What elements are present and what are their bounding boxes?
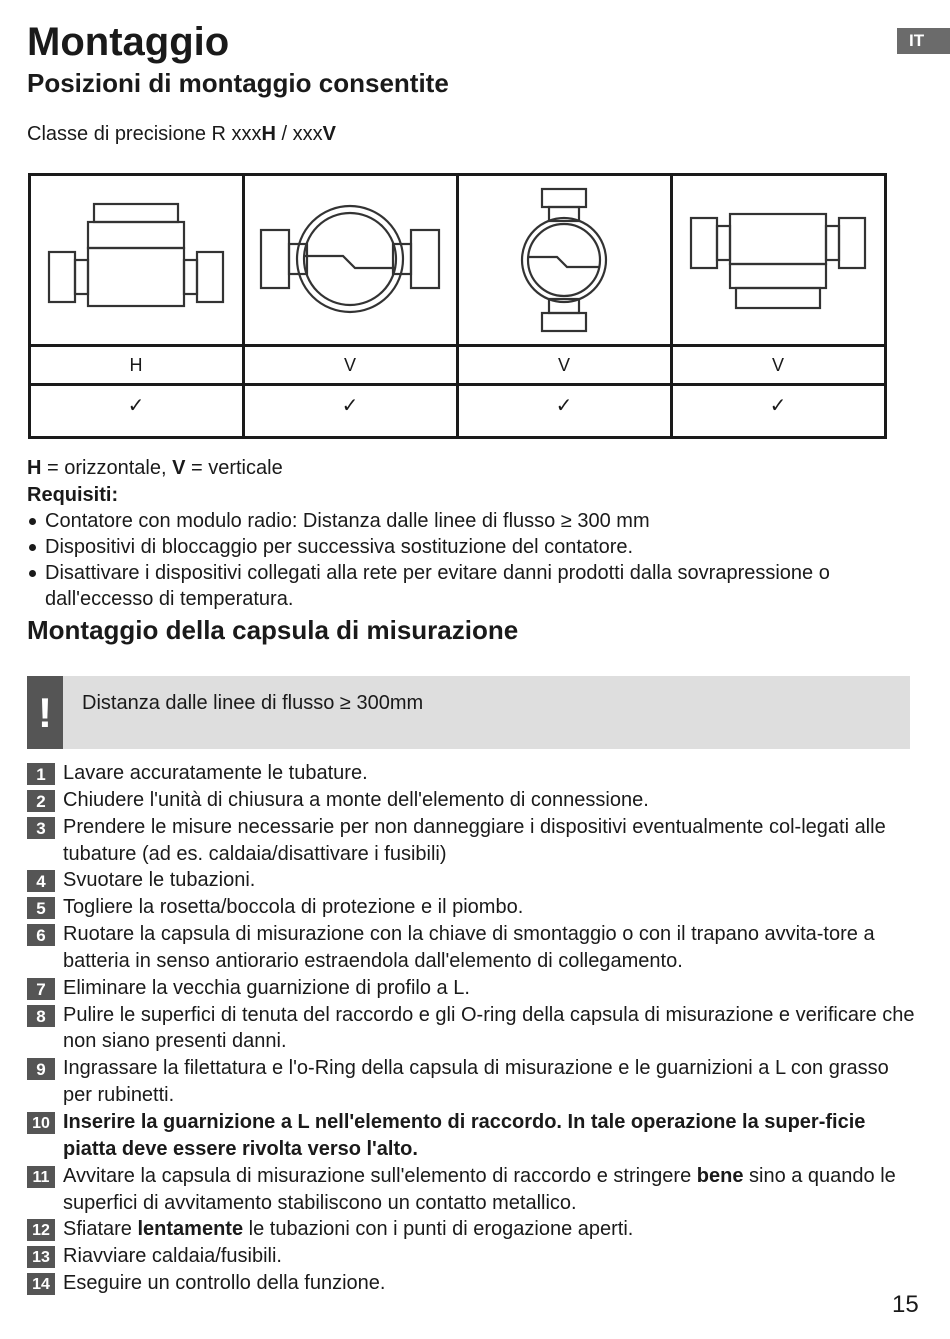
vertical-meter-upright-icon — [459, 176, 669, 344]
step-text: Togliere la rosetta/boccola di protezione e il piombo. — [63, 896, 524, 919]
step-number: 10 — [27, 1112, 55, 1134]
instruction-steps — [27, 760, 917, 1297]
list-item — [27, 975, 917, 1002]
legend-v-text: = verticale — [185, 457, 283, 479]
step-number: 2 — [27, 790, 55, 812]
step-number: 4 — [27, 870, 55, 892]
list-item — [27, 1243, 917, 1270]
step-number: 7 — [27, 978, 55, 1000]
language-tab: IT — [897, 28, 950, 54]
precision-sep: / xxx — [275, 123, 323, 145]
warning-text: Distanza dalle linee di flusso ≥ 300mm — [82, 692, 424, 714]
step-text-bold: bene — [696, 1164, 744, 1187]
step-number: 8 — [27, 1005, 55, 1027]
checkmark-icon: ✓ — [127, 395, 145, 417]
step-text: Ruotare la capsula di misurazione con la chiave di smontaggio o con il trapano avvita-tore a batteria in senso antiorario estraendola dall'elemento di collegamento. — [63, 923, 875, 972]
precision-prefix: Classe di precisione R xxx — [27, 123, 262, 145]
page-number: 15 — [892, 1291, 919, 1318]
step-text: Chiudere l'unità di chiusura a monte dell'elemento di connessione. — [63, 788, 649, 811]
position-legend — [27, 454, 283, 482]
step-number: 12 — [27, 1219, 55, 1241]
warning-icon: ! — [27, 676, 63, 749]
precision-h: H — [261, 123, 276, 145]
step-text: Pulire le superfici di tenuta del raccordo e gli O-ring della capsula di misurazione e verificare che non siano presenti danni. — [63, 1003, 915, 1053]
step-text-post: le tubazioni con i punti di erogazione aperti. — [243, 1218, 634, 1241]
list-item — [27, 1002, 917, 1056]
list-item — [27, 1270, 917, 1297]
step-number: 14 — [27, 1273, 55, 1295]
checkmark-icon: ✓ — [341, 395, 359, 417]
section-heading: Montaggio della capsula di misurazione — [27, 615, 519, 645]
checkmark-icon: ✓ — [555, 395, 573, 417]
precision-v: V — [322, 123, 336, 145]
list-item — [27, 1216, 917, 1243]
list-item — [27, 1109, 917, 1163]
legend-h-text: = orizzontale, — [41, 457, 173, 479]
step-number: 6 — [27, 924, 55, 946]
list-item — [27, 867, 917, 894]
list-item — [27, 1163, 917, 1217]
legend-v: V — [172, 457, 186, 479]
step-text: Svuotare le tubazioni. — [63, 869, 256, 892]
position-label: V — [557, 355, 570, 375]
step-text-bold: lentamente — [137, 1218, 244, 1241]
step-number: 1 — [27, 763, 55, 785]
step-text: Eliminare la vecchia guarnizione di profilo a L. — [63, 976, 470, 999]
legend-h: H — [27, 457, 42, 479]
precision-class-line — [27, 120, 336, 148]
list-item: Contatore con modulo radio: Distanza dalle linee di flusso ≥ 300 mm — [27, 508, 922, 534]
vertical-meter-front-icon — [245, 176, 455, 344]
list-item: Dispositivi di bloccaggio per successiva sostituzione del contatore. — [27, 534, 922, 560]
list-item — [27, 894, 917, 921]
checkmark-icon: ✓ — [769, 395, 787, 417]
step-number: 11 — [27, 1166, 55, 1188]
page-subtitle: Posizioni di montaggio consentite — [27, 68, 449, 98]
step-number: 5 — [27, 897, 55, 919]
step-text: Inserire la guarnizione a L nell'elemento di raccordo. In tale operazione la super-ficie piatta deve essere rivolta verso l'alto. — [63, 1110, 866, 1160]
list-item — [27, 1055, 917, 1109]
warning-box — [27, 676, 910, 749]
mounting-positions-table — [28, 173, 887, 439]
inverted-meter-side-icon — [673, 176, 883, 344]
list-item — [27, 760, 917, 787]
position-label: V — [343, 355, 356, 375]
list-item — [27, 814, 917, 868]
step-text: Eseguire un controllo della funzione. — [63, 1272, 386, 1295]
step-text-pre: Sfiatare — [63, 1218, 138, 1241]
list-item — [27, 921, 917, 975]
step-text: Ingrassare la filettatura e l'o-Ring della capsula di misurazione e le guarnizioni a L con grasso per rubinetti. — [63, 1057, 889, 1107]
list-item: Disattivare i dispositivi collegati alla rete per evitare danni prodotti dalla sovrapressione o dall'eccesso di temperatura. — [27, 560, 922, 612]
step-text: Prendere le misure necessarie per non danneggiare i dispositivi eventualmente col-legati alle tubature (ad es. caldaia/disattivare i fusibili) — [63, 815, 886, 865]
position-label: H — [129, 355, 143, 375]
list-item — [27, 787, 917, 814]
requirements-list — [27, 508, 922, 612]
step-text-pre: Avvitare la capsula di misurazione sull'elemento di raccordo e stringere — [63, 1164, 697, 1187]
step-number: 9 — [27, 1058, 55, 1080]
step-text-post: sino a quando le superfici di avvitamento stabiliscono un contatto metallico. — [63, 1164, 896, 1214]
page-title: Montaggio — [27, 20, 230, 64]
requirements-heading: Requisiti: — [27, 484, 119, 506]
step-text: Lavare accuratamente le tubature. — [63, 762, 368, 784]
position-label: V — [771, 355, 784, 375]
step-number: 3 — [27, 817, 55, 839]
horizontal-meter-side-icon — [31, 176, 241, 344]
step-text: Riavviare caldaia/fusibili. — [63, 1245, 282, 1268]
step-number: 13 — [27, 1246, 55, 1268]
